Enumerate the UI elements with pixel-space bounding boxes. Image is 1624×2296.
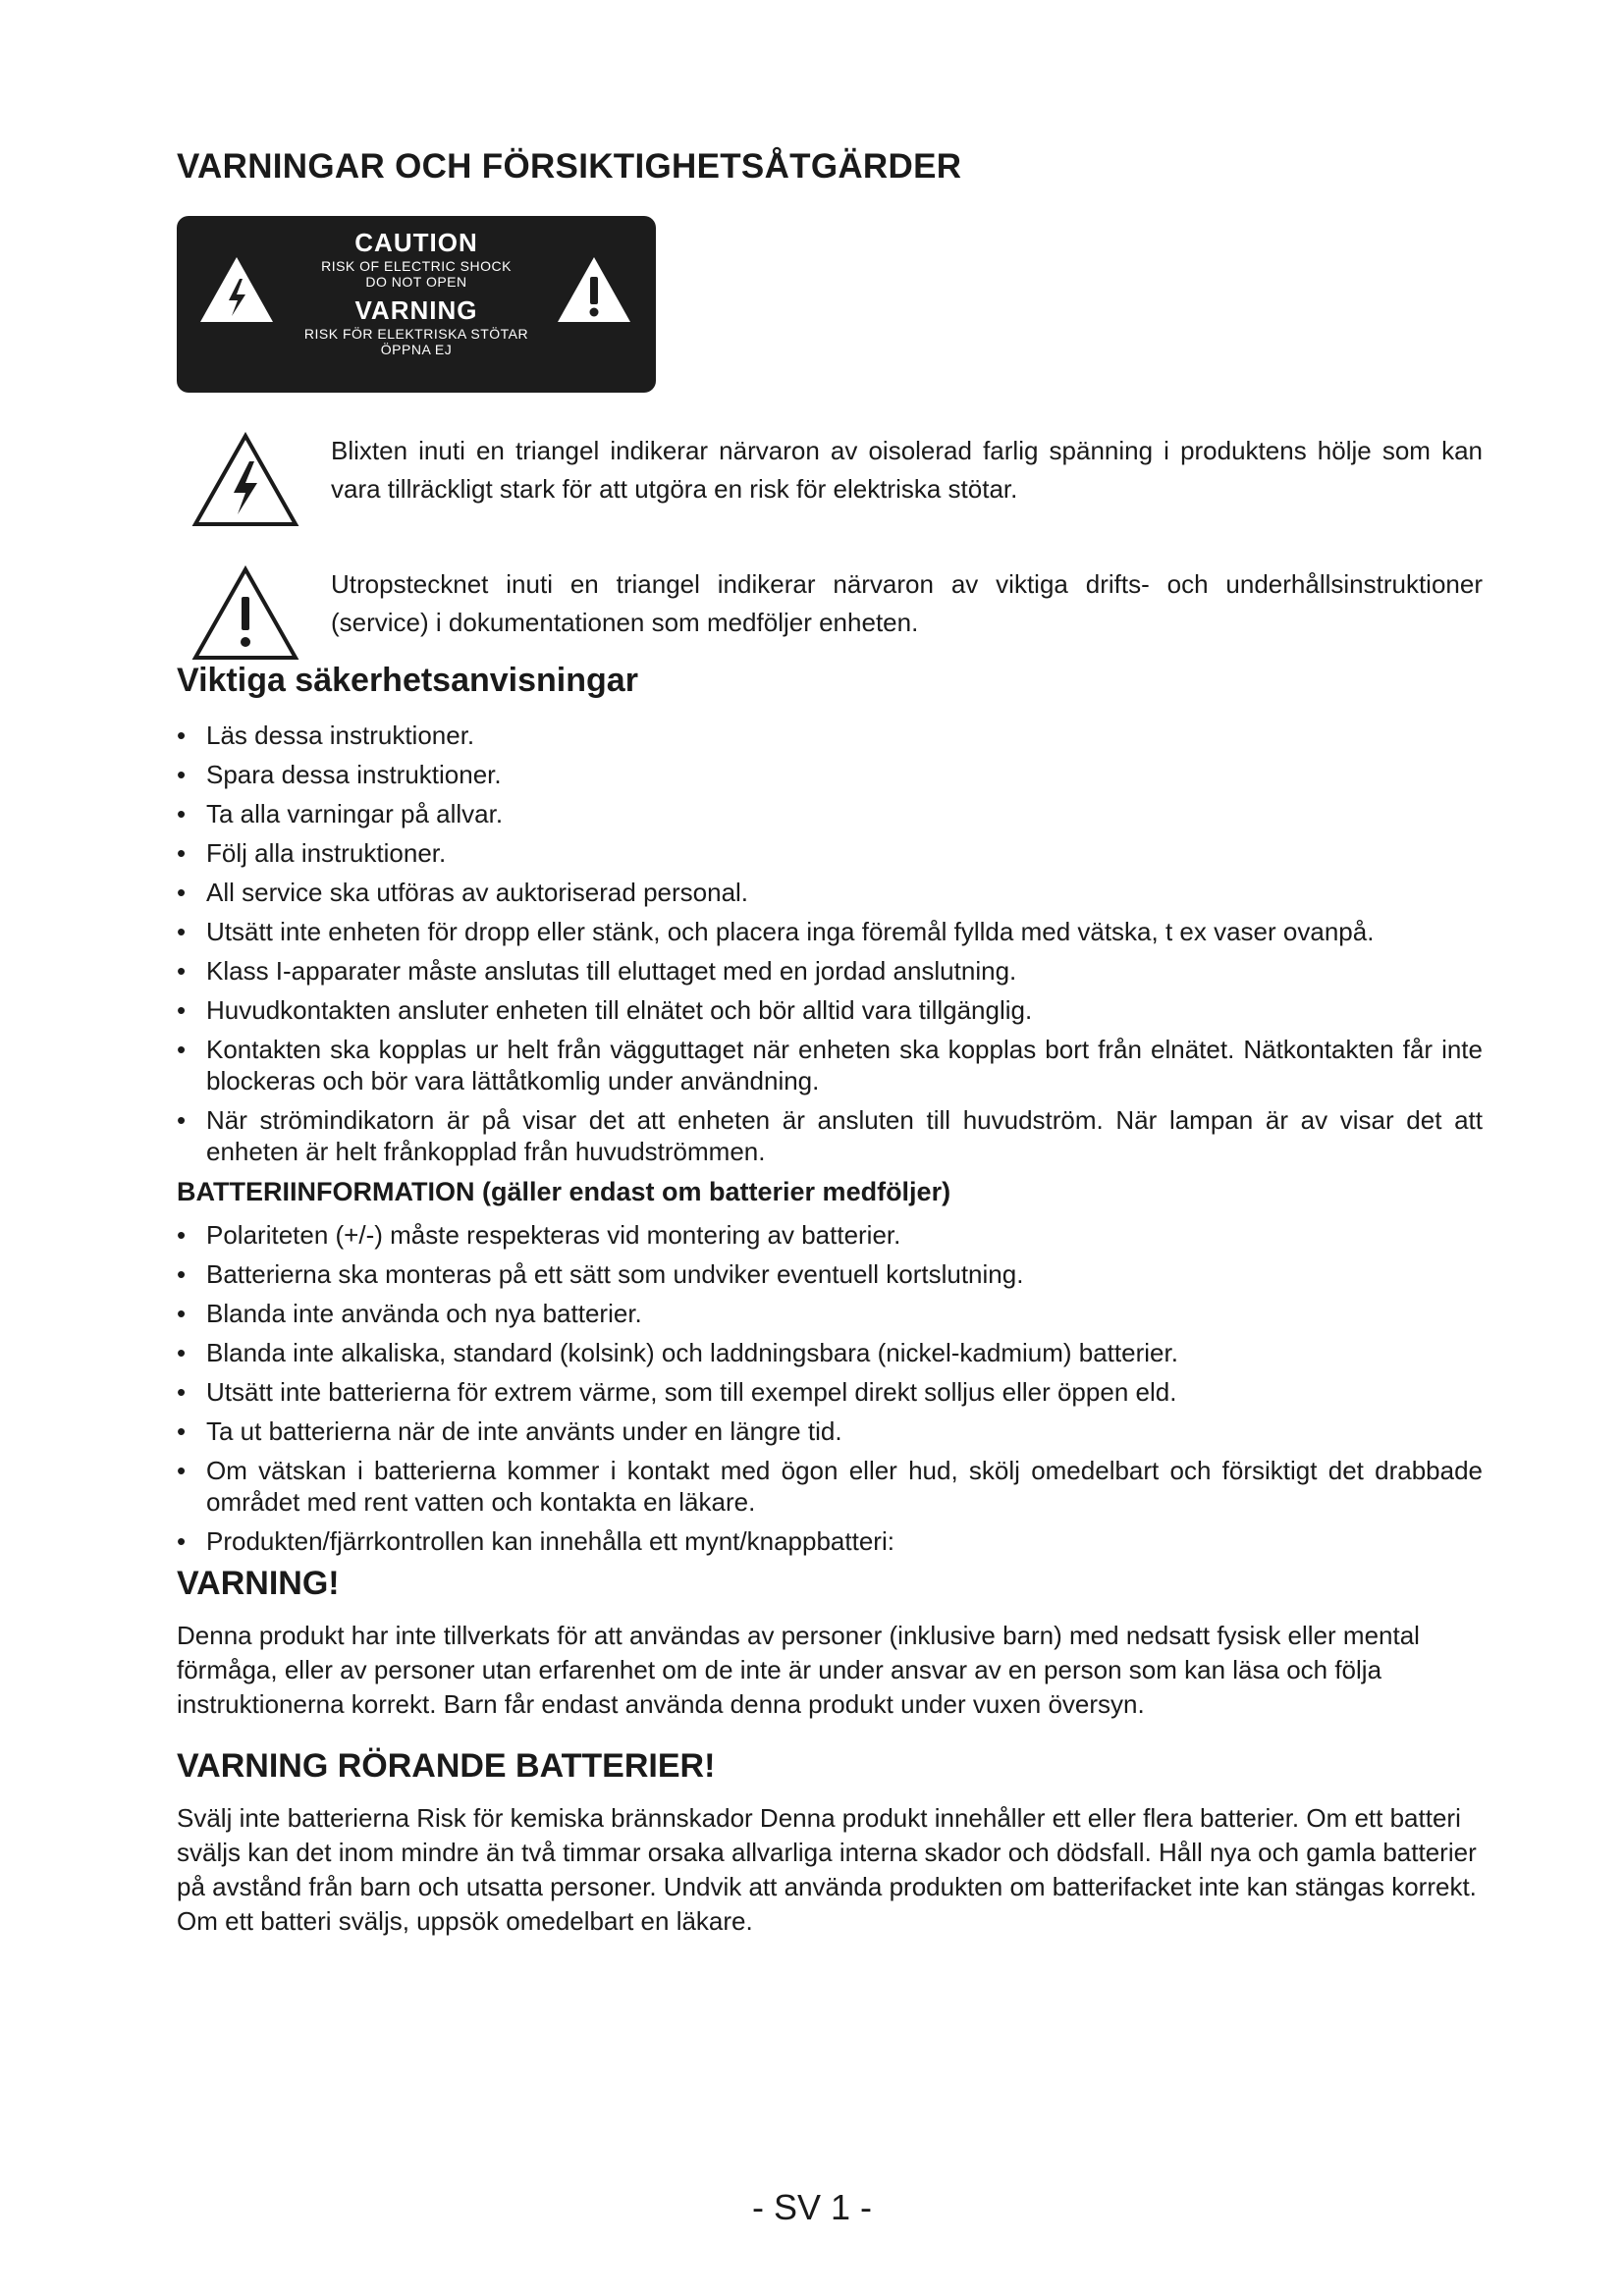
varning-subtitle-1: RISK FÖR ELEKTRISKA STÖTAR [303,326,529,342]
list-item: • Spara dessa instruktioner. [177,759,1483,790]
list-item: • Huvudkontakten ansluter enheten till elnätet och bör alltid vara tillgänglig. [177,994,1483,1026]
battery-info-title: BATTERIINFORMATION (gäller endast om batterier medföljer) [177,1177,951,1206]
list-item: • Polariteten (+/-) måste respekteras vid montering av batterier. [177,1219,1483,1251]
symbol-lightning-text: Blixten inuti en triangel indikerar närvaron av oisolerad farlig spänning i produktens hölje som kan vara tillräckligt stark för att utgöra en risk för elektriska stötar. [331,436,1483,504]
list-item: • Om vätskan i batterierna kommer i kontakt med ögon eller hud, skölj omedelbart och försiktigt det drabbade området med rent vatten och kontakta en läkare. [177,1455,1483,1518]
symbol-exclamation-row [177,565,1483,662]
caution-subtitle-1: RISK OF ELECTRIC SHOCK [321,258,512,274]
battery-list [177,1219,1483,1557]
list-item: • Utsätt inte enheten för dropp eller stänk, och placera inga föremål fyllda med vätska, t ex vaser ovanpå. [177,916,1483,947]
list-item: • Produkten/fjärrkontrollen kan innehålla ett mynt/knappbatteri: [177,1525,1483,1557]
list-item: • All service ska utföras av auktoriserad personal. [177,877,1483,908]
list-item: • När strömindikatorn är på visar det att enheten är ansluten till huvudström. När lampan är av visar det att enheten är helt frånkopplad från huvudströmmen. [177,1104,1483,1167]
warning-title: VARNING! [177,1565,340,1602]
list-item: • Blanda inte alkaliska, standard (kolsink) och laddningsbara (nickel-kadmium) batterier. [177,1337,1483,1368]
lightning-triangle-icon [191,432,299,528]
page-content [177,147,1483,1964]
list-item: • Blanda inte använda och nya batterier. [177,1298,1483,1329]
safety-title: Viktiga säkerhetsanvisningar [177,662,638,699]
list-item: • Ta ut batterierna när de inte använts under en längre tid. [177,1415,1483,1447]
warning-text: Denna produkt har inte tillverkats för att användas av personer (inklusive barn) med nedsatt fysisk eller mental förmåga, eller av personer utan erfarenhet om de inte är under ansvar av en person som kan läsa och följa instruktionerna korrekt. Barn får endast använda denna produkt under vuxen översyn. [177,1621,1420,1719]
symbol-lightning-row [177,432,1483,528]
caution-label [177,216,656,393]
safety-list [177,720,1483,1167]
lightning-triangle-icon [196,253,277,326]
battery-warning-text: Svälj inte batterierna Risk för kemiska brännskador Denna produkt innehåller ett eller flera batterier. Om ett batteri sväljs kan det inom mindre än två timmar orsaka allvarliga interna skador och dödsfall. Håll nya och gamla batterier på avstånd från barn och utsatta personer. Undvik att använda produkten om batterifacket inte kan stängas korrekt. Om ett batteri sväljs, uppsök omedelbart en läkare. [177,1803,1477,1936]
list-item: • Läs dessa instruktioner. [177,720,1483,751]
list-item: • Ta alla varningar på allvar. [177,798,1483,829]
battery-warning-title: VARNING RÖRANDE BATTERIER! [177,1747,716,1785]
exclamation-triangle-icon [554,253,634,326]
list-item: • Batterierna ska monteras på ett sätt som undviker eventuell kortslutning. [177,1258,1483,1290]
varning-subtitle-2: ÖPPNA EJ [380,342,453,357]
page-title: VARNINGAR OCH FÖRSIKTIGHETSÅTGÄRDER [177,147,962,186]
varning-title: VARNING [354,295,478,325]
caution-subtitle-2: DO NOT OPEN [365,274,467,290]
list-item: • Följ alla instruktioner. [177,837,1483,869]
exclamation-triangle-icon [191,565,299,662]
caution-title: CAUTION [354,228,478,257]
list-item: • Utsätt inte batterierna för extrem värme, som till exempel direkt solljus eller öppen eld. [177,1376,1483,1408]
page-number: - SV 1 - [751,2187,873,2227]
list-item: • Kontakten ska kopplas ur helt från vägguttaget när enheten ska kopplas bort från elnätet. Nätkontakten får inte blockeras och bör vara lättåtkomlig under användning. [177,1034,1483,1096]
list-item: • Klass I-apparater måste anslutas till eluttaget med en jordad anslutning. [177,955,1483,987]
symbol-exclamation-text: Utropstecknet inuti en triangel indikerar närvaron av viktiga drifts- och underhållsinstruktioner (service) i dokumentationen som medföljer enheten. [331,569,1483,637]
